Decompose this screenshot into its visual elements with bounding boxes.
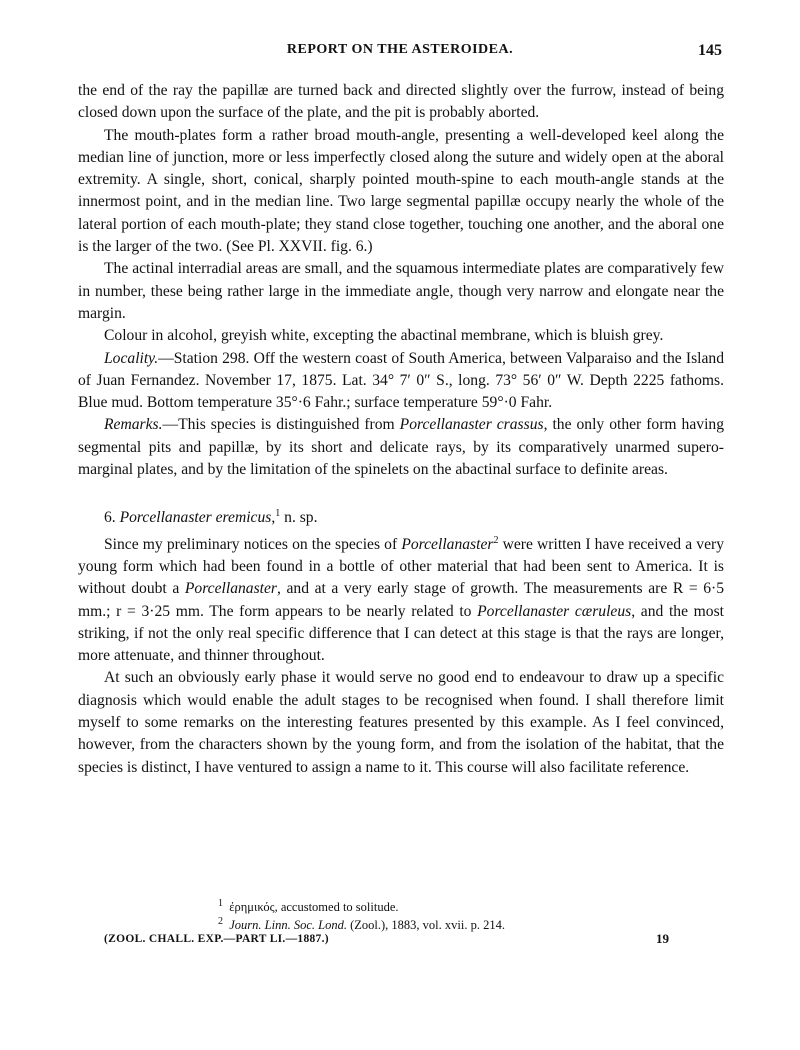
- footnote-2: [218, 916, 505, 934]
- remarks-text-b: , the only other form having segmental pits and papillæ, by its short and delicate rays, by its comparatively unarmed supero-marginal plates, and by the limitation of the spinelets on the abactinal surface to definite areas.: [78, 416, 724, 479]
- footnote-2-journal: Journ. Linn. Soc. Lond.: [229, 918, 347, 932]
- footnote-2-text: (Zool.), 1883, vol. xvii. p. 214.: [346, 918, 505, 932]
- paragraph-mouth-plates: The mouth-plates form a rather broad mouth-angle, presenting a well-developed keel along the median line of junction, more or less imperfectly closed along the suture and widely open at the aboral extremity. A single, short, conical, sharply pointed mouth-spine to each mouth-angle stands at the innermost point, and in the median line. Two large segmental papillæ occupy nearly the whole of the lateral portion of each mouth-plate; they stand close together, touching one another, and the aboral one is the larger of the two. (See Pl. XXVII. fig. 6.): [78, 126, 724, 256]
- footnote-1-mark: 1: [218, 897, 223, 909]
- species-heading: 6. Porcellanaster eremicus,$^1$ n. sp.: [104, 508, 318, 527]
- paragraph-continuation: the end of the ray the papillæ are turned back and directed slightly over the furrow, instead of being closed down upon the surface of the plate, and the pit is probably aborted.: [78, 82, 724, 122]
- running-header: [0, 42, 800, 64]
- sheet-number: 19: [656, 931, 669, 946]
- running-title: REPORT ON THE ASTEROIDEA.: [286, 42, 514, 57]
- footnote-1: [218, 898, 399, 916]
- young-form-footnote-mark: 2: [493, 534, 499, 546]
- paragraph-actinal-areas: The actinal interradial areas are small, and the squamous intermediate plates are comparatively few in number, these being rather large in the immediate angle, though very narrow and elongate near the margin.: [78, 260, 724, 322]
- footnote-2-mark: 2: [218, 915, 223, 927]
- young-form-text-a: Since my preliminary notices on the species of: [104, 535, 402, 553]
- heading-number: 6.: [104, 509, 116, 527]
- page-number: 145: [698, 42, 722, 59]
- footnote-1-text: ἐρημικός, accustomed to solitude.: [229, 900, 399, 914]
- heading-species: Porcellanaster eremicus: [119, 509, 272, 527]
- remarks-label: Remarks.: [104, 416, 163, 434]
- young-form-species: Porcellanaster cæruleus: [477, 602, 632, 620]
- paragraph-colour: Colour in alcohol, greyish white, excepting the abactinal membrane, which is bluish grey.: [104, 327, 664, 345]
- body-text: [78, 80, 724, 779]
- signature-line: (ZOOL. CHALL. EXP.—PART LI.—1887.): [104, 933, 329, 945]
- young-form-genus: Porcellanaster: [401, 535, 494, 553]
- remarks-species: Porcellanaster crassus: [399, 416, 544, 434]
- young-form-genus-2: Porcellanaster: [184, 580, 277, 598]
- heading-footnote-mark: 1: [275, 508, 281, 520]
- remarks-text-a: —This species is distinguished from: [162, 416, 400, 434]
- young-form-text-c: , and at a very early stage of growth. The measurements are R = 6·5 mm.; r = 3·25 mm. The form appears to be nearly related to: [78, 580, 724, 620]
- paragraph-locality: [78, 348, 724, 415]
- paragraph-diagnosis: At such an obviously early phase it would serve no good end to endeavour to draw up a specific diagnosis which would enable the adult stages to be recognised when found. I shall therefore limit myself to some remarks on the interesting features presented by this example. As I feel convinced, however, from the characters shown by the young form, and from the isolation of the habitat, that the species is distinct, I have ventured to assign a name to it. This course will also facilitate reference.: [78, 669, 724, 776]
- paragraph-young-form: [78, 534, 724, 668]
- paragraph-remarks: [78, 414, 724, 481]
- heading-suffix: n. sp.: [284, 509, 318, 527]
- young-form-text-d: , and the most striking, if not the only real specific difference that I can detect at this stage is that the rays are longer, more attenuate, and thinner throughout.: [78, 602, 724, 665]
- locality-text: —Station 298. Off the western coast of South America, between Valparaiso and the Island of Juan Fernandez. November 17, 1875. Lat. 34° 7′ 0″ S., long. 73° 56′ 0″ W. Depth 2225 fathoms. Blue mud. Bottom temperature 35°·6 Fahr.; surface temperature 59°·0 Fahr.: [78, 349, 724, 412]
- locality-label: Locality.: [104, 349, 159, 367]
- young-form-text-b: were written I have received a very young form which had been found in a bottle of other material that had been sent to America. It is without doubt a: [78, 535, 724, 598]
